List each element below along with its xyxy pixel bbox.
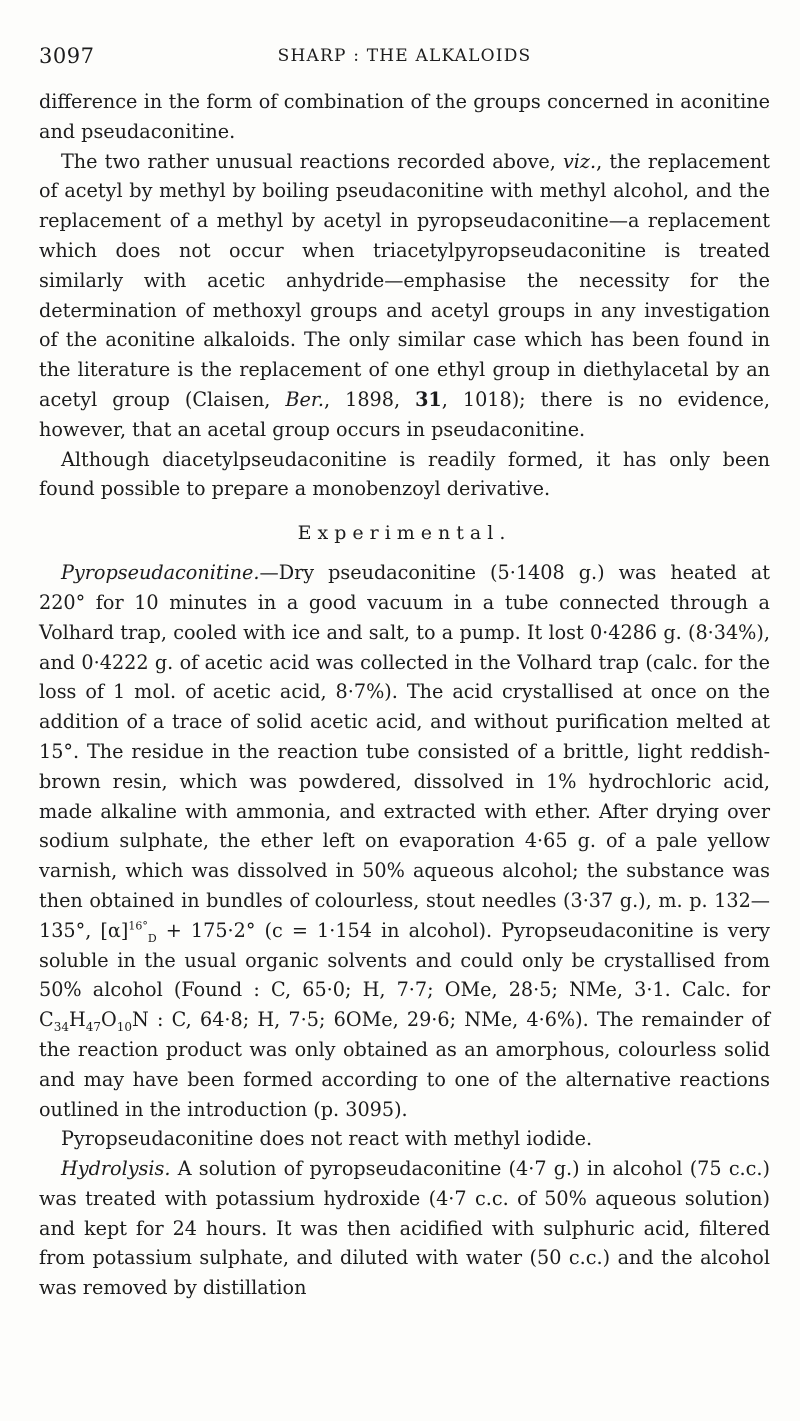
citation-volume: 31 [415,387,442,411]
paragraph-text: Pyropseudaconitine does not react with methyl iodide. [61,1127,593,1151]
paragraph-text: difference in the form of combination of the groups concerned in aconitine and pseudaconitine. [39,90,770,143]
formula-subscript: 47 [85,1019,101,1034]
page-header [39,44,770,74]
formula-element: O [100,1008,117,1032]
paragraph-unusual-reactions [39,147,770,445]
formula-subscript: 10 [116,1019,132,1034]
formula-subscript: 34 [53,1019,69,1034]
citation-journal: Ber. [285,387,325,411]
paragraph-text: N : C, 64·8; H, 7·5; 6OMe, 29·6; NMe, 4·6%). The remainder of the reaction product was only obtained as an amorphous, colourless solid and may have been formed according to one of the alternative reactions outlined in the introduction (p. 3095). [39,1008,770,1121]
paragraph-methyl-iodide [39,1124,770,1154]
page-number: 3097 [39,44,95,68]
paragraph-hydrolysis [39,1154,770,1303]
paragraph-text: + 175·2° (c = 1·154 in alcohol). Pyropseudaconitine is very soluble in the usual organic solvents and could only be crystallised from 50% alcohol (Found : C, 65·0; H, 7·7; OMe, 28·5; NMe, 3·1. Calc. for C [39,918,770,1032]
paragraph-text: , the replacement of acetyl by methyl by boiling pseudaconitine with methyl alcohol, and the replacement of a methyl by acetyl in pyropseudaconitine—a replacement which does not occur when triacetylpyropseudaconitine is treated similarly with acetic anhydride—emphasise the necessity for the determination of methoxyl groups and acetyl groups in any investigation of the aconitine alkaloids. The only similar case which has been found in the literature is the replacement of one ethyl group in diethylacetal by an acetyl group (Claisen, [39,149,770,411]
paragraph-pyropseudaconitine [39,558,770,1124]
subsection-title: Pyropseudaconitine. [61,561,260,585]
formula-element: H [68,1008,86,1032]
paragraph-text: A solution of pyropseudaconitine (4·7 g.) in alcohol (75 c.c.) was treated with potassium hydroxide (4·7 c.c. of 50% aqueous solution) and kept for 24 hours. It was then acidified with sulphuric acid, filtered from potassium sulphate, and diluted with water (50 c.c.) and the alcohol was removed by distillation [39,1157,770,1300]
italic-viz: viz. [562,149,597,173]
running-title: SHARP : THE ALKALOIDS [277,46,532,66]
paragraph-diacetyl [39,445,770,505]
subsection-title: Hydrolysis. [61,1157,171,1181]
rotation-symbol: [α] [100,918,129,942]
paragraph-text: , 1018); there is no evidence, however, that an acetal group occurs in pseudaconitine. [39,387,770,441]
paragraph-text: —Dry pseudaconitine (5·1408 g.) was heated at 220° for 10 minutes in a good vacuum in a tube connected through a Volhard trap, cooled with ice and salt, to a pump. It lost 0·4286 g. (8·34%), and 0·4222 g. of acetic acid was collected in the Volhard trap (calc. for the loss of 1 mol. of acetic acid, 8·7%). The acid crystallised at once on the addition of a trace of solid acetic acid, and without purification melted at 15°. The residue in the reaction tube consisted of a brittle, light reddish-brown resin, which was powdered, dissolved in 1% hydrochloric acid, made alkaline with ammonia, and extracted with ether. After drying over sodium sulphate, the ether left on evaporation 4·65 g. of a pale yellow varnish, which was dissolved in 50% aqueous alcohol; the substance was then obtained in bundles of colourless, stout needles (3·37 g.), m. p. 132—135°, [39,561,770,942]
paragraph-text: The two rather unusual reactions recorded above, [61,149,563,173]
paragraph-text: Although diacetylpseudaconitine is readily formed, it has only been found possible to prepare a monobenzoyl derivative. [39,447,770,501]
section-heading-experimental: Experimental. [297,522,512,545]
paragraph-continuation [39,87,770,147]
rotation-temperature: 16° [128,919,148,933]
citation-year: , 1898, [324,387,416,411]
rotation-line: D [147,931,157,945]
article-body [39,87,770,1303]
